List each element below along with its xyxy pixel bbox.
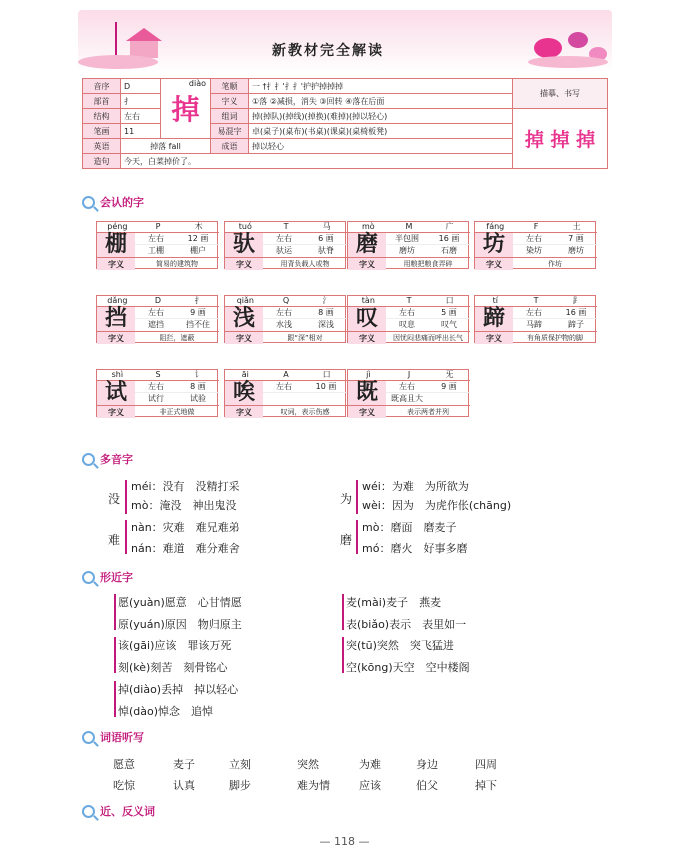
duoyin-line: mò：淹没 神出鬼没 <box>131 499 237 512</box>
duoyin-char: 没 <box>108 492 121 506</box>
card-bihua: 7 画 <box>568 234 584 243</box>
label-miaomo: 描摹、书写 <box>513 79 608 109</box>
label-ziyi: 字义 <box>211 94 249 109</box>
xingjin-line: 刻(kè)刻苦 刻骨铭心 <box>118 661 228 674</box>
card-jiegou: 左右 <box>276 382 292 391</box>
card-bushou: 讠 <box>194 370 203 379</box>
xingjin-line: 原(yuán)原因 物归原主 <box>118 618 242 631</box>
card-word: 试行 <box>148 394 164 403</box>
trace-char: 掉 <box>550 129 570 151</box>
card-character: 棚 <box>97 233 135 257</box>
duoyin-line: mó：磨火 好事多磨 <box>362 542 468 555</box>
magnifier-icon <box>82 731 95 744</box>
dictation-word: 立刻 <box>229 758 251 771</box>
card-ziyi-value: 作坊 <box>513 257 597 270</box>
card-character: 浅 <box>225 307 263 331</box>
card-word <box>428 393 470 405</box>
xingjin-line: 表(biǎo)表示 表里如一 <box>346 618 467 631</box>
card-jiegou: 半包围 <box>395 234 419 243</box>
card-bushou: 氵 <box>322 296 331 305</box>
brace <box>114 637 116 673</box>
card-yinxu: T <box>406 296 412 305</box>
dictation-word: 脚步 <box>229 779 251 792</box>
xingjin-line: 该(gāi)应该 罪该万死 <box>118 639 232 652</box>
brace <box>356 520 358 554</box>
duoyin-line: nàn：灾难 难兄难弟 <box>131 521 240 534</box>
card-word <box>263 393 305 405</box>
char-card <box>224 221 346 269</box>
duoyin-line: mò：磨面 磨麦子 <box>362 521 457 534</box>
main-character-cell <box>161 79 211 139</box>
brace <box>125 480 127 514</box>
xingjin-line: 麦(mài)麦子 燕麦 <box>346 596 442 609</box>
card-ziyi-value: 有角质保护物的脚 <box>513 331 597 344</box>
card-pinyin: péng <box>107 222 128 231</box>
card-bushou: 口 <box>445 296 454 305</box>
card-ziyi-value: 跟“深”相对 <box>263 331 347 344</box>
label-bushou: 部首 <box>83 94 121 109</box>
dictation-word: 四周 <box>475 758 497 771</box>
duoyin-char: 为 <box>340 492 353 506</box>
card-jiegou: 左右 <box>399 382 415 391</box>
dictation-word: 难为情 <box>297 779 330 792</box>
page-number: — 118 — <box>319 835 370 848</box>
card-ziyi-label: 字义 <box>97 405 135 418</box>
card-bushou: ⻊ <box>572 296 581 305</box>
char-card <box>96 221 218 269</box>
card-word: 试验 <box>190 394 206 403</box>
card-ziyi-label: 字义 <box>348 331 386 344</box>
card-ziyi-value: 非正式地做 <box>135 405 219 418</box>
card-character: 既 <box>348 381 386 405</box>
card-yinxu: F <box>533 222 539 231</box>
dictation-word: 麦子 <box>173 758 195 771</box>
dictation-word: 认真 <box>173 779 195 792</box>
card-word: 马蹄 <box>526 320 542 329</box>
label-yingyu: 英语 <box>83 139 121 154</box>
card-jiegou: 左右 <box>148 308 164 317</box>
xingjin-line: 愿(yuàn)愿意 心甘情愿 <box>118 596 242 609</box>
char-card <box>347 221 469 269</box>
brace <box>125 520 127 554</box>
card-bihua: 16 画 <box>438 234 460 243</box>
card-yinxu: P <box>155 222 161 231</box>
label-yihunzi: 易混字 <box>211 124 249 139</box>
card-bihua: 12 画 <box>187 234 209 243</box>
card-ziyi-value: 叹词，表示伤感 <box>263 405 347 418</box>
card-jiegou: 左右 <box>148 234 164 243</box>
card-bushou: 广 <box>445 222 454 231</box>
xingjin-line: 突(tū)突然 突飞猛进 <box>346 639 454 652</box>
magnifier-icon <box>82 571 95 584</box>
section-title-xingjin: 形近字 <box>82 569 133 585</box>
card-jiegou: 左右 <box>399 308 415 317</box>
card-bushou: 口 <box>322 370 331 379</box>
card-yinxu: T <box>533 296 539 305</box>
card-yinxu: D <box>154 296 162 305</box>
card-jiegou: 左右 <box>276 234 292 243</box>
dictation-word: 为难 <box>359 758 381 771</box>
card-bushou: 土 <box>572 222 581 231</box>
character-detail-table <box>82 78 608 169</box>
duoyin-char: 难 <box>108 533 121 547</box>
label-bishun: 笔顺 <box>211 79 249 94</box>
card-word: 水浅 <box>276 320 292 329</box>
card-word: 蹄子 <box>568 320 584 329</box>
card-bihua: 16 画 <box>565 308 587 317</box>
card-word: 染坊 <box>526 246 542 255</box>
label-zuci: 组词 <box>211 109 249 124</box>
magnifier-icon <box>82 453 95 466</box>
card-pinyin: mò <box>361 222 375 231</box>
card-character: 试 <box>97 381 135 405</box>
card-jiegou: 左右 <box>526 234 542 243</box>
value-yihunzi: 卓(桌子)(桌布)(书桌)(课桌)(桌椅板凳) <box>249 124 513 139</box>
card-word: 遮挡 <box>148 320 164 329</box>
card-ziyi-label: 字义 <box>97 257 135 270</box>
duoyin-line: méi：没有 没精打采 <box>131 480 240 493</box>
value-zuci: 掉(掉队)(掉线)(掉换)(难掉)(掉以轻心) <box>249 109 513 124</box>
char-card <box>474 221 596 269</box>
card-bihua: 9 画 <box>441 382 457 391</box>
card-word <box>305 393 347 405</box>
card-word: 石磨 <box>441 246 457 255</box>
main-character: 掉 <box>171 93 200 126</box>
card-pinyin: āi <box>241 370 249 379</box>
section-title-tingxie: 词语听写 <box>82 729 144 745</box>
card-word: 磨坊 <box>568 246 584 255</box>
card-character: 驮 <box>225 233 263 257</box>
dictation-word: 吃惊 <box>113 779 135 792</box>
dictation-word: 身边 <box>416 758 438 771</box>
dictation-word: 掉下 <box>475 779 497 792</box>
card-ziyi-label: 字义 <box>97 331 135 344</box>
card-ziyi-label: 字义 <box>225 257 263 270</box>
section-title-duoyin: 多音字 <box>82 451 133 467</box>
label-zaoju: 造句 <box>83 154 121 169</box>
card-pinyin: tuó <box>238 222 252 231</box>
brace <box>114 594 116 630</box>
card-ziyi-value: 简易的建筑物 <box>135 257 219 270</box>
duoyin-char: 磨 <box>340 533 353 547</box>
card-word: 工棚 <box>148 246 164 255</box>
brace <box>356 480 358 514</box>
card-pinyin: fáng <box>486 222 505 231</box>
card-ziyi-label: 字义 <box>475 331 513 344</box>
dictation-word: 应该 <box>359 779 381 792</box>
char-card <box>474 295 596 343</box>
brace <box>342 637 344 673</box>
card-ziyi-value: 阻拦，遮蔽 <box>135 331 219 344</box>
char-card <box>224 369 346 417</box>
card-bushou: 旡 <box>445 370 454 379</box>
value-jiegou: 左右 <box>121 109 161 124</box>
card-yinxu: J <box>407 370 411 379</box>
card-ziyi-label: 字义 <box>225 405 263 418</box>
card-word: 既高且大 <box>391 394 423 403</box>
card-word: 叹气 <box>441 320 457 329</box>
card-ziyi-label: 字义 <box>225 331 263 344</box>
xingjin-line: 掉(diào)丢掉 掉以轻心 <box>118 683 239 696</box>
brace <box>114 681 116 717</box>
xingjin-line: 空(kōng)天空 空中楼阁 <box>346 661 470 674</box>
magnifier-icon <box>82 805 95 818</box>
xingjin-line: 悼(dào)悼念 追悼 <box>118 705 214 718</box>
dictation-word: 愿意 <box>113 758 135 771</box>
label-jiegou: 结构 <box>83 109 121 124</box>
card-ziyi-value: 用背负载人或物 <box>263 257 347 270</box>
card-word: 叹息 <box>399 320 415 329</box>
card-word: 深浅 <box>318 320 334 329</box>
card-jiegou: 左右 <box>148 382 164 391</box>
card-pinyin: jì <box>366 370 371 379</box>
duoyin-line: wéi：为难 为所欲为 <box>362 480 469 493</box>
card-bihua: 9 画 <box>190 308 206 317</box>
magnifier-icon <box>82 196 95 209</box>
card-bihua: 6 画 <box>318 234 334 243</box>
dictation-word: 突然 <box>297 758 319 771</box>
label-yinxu: 音序 <box>83 79 121 94</box>
page-header-title: 新教材完全解读 <box>272 43 384 59</box>
card-word: 挡不住 <box>186 320 210 329</box>
card-character: 磨 <box>348 233 386 257</box>
card-ziyi-label: 字义 <box>348 405 386 418</box>
card-word: 磨坊 <box>399 246 415 255</box>
section-title-jinfan: 近、反义词 <box>82 803 155 819</box>
char-card <box>96 369 218 417</box>
char-card <box>347 295 469 343</box>
card-yinxu: M <box>405 222 413 231</box>
value-chengyu: 掉以轻心 <box>249 139 513 154</box>
card-character: 蹄 <box>475 307 513 331</box>
card-pinyin: shì <box>111 370 124 379</box>
char-card <box>224 295 346 343</box>
card-pinyin: qiǎn <box>236 296 254 305</box>
card-character: 叹 <box>348 307 386 331</box>
card-bihua: 8 画 <box>190 382 206 391</box>
value-zaoju: 今天，白菜掉价了。 <box>121 154 513 169</box>
value-yinxu: D <box>121 79 161 94</box>
card-ziyi-label: 字义 <box>348 257 386 270</box>
value-ziyi: ①落 ②减损，消失 ③回转 ④落在后面 <box>249 94 513 109</box>
card-pinyin: tí <box>492 296 499 305</box>
card-bushou: 木 <box>194 222 203 231</box>
trace-char: 掉 <box>524 129 544 151</box>
card-bushou: 马 <box>322 222 331 231</box>
card-bihua: 10 画 <box>315 382 337 391</box>
card-character: 唉 <box>225 381 263 405</box>
duoyin-line: nán：难道 难分难舍 <box>131 542 240 555</box>
trace-area <box>513 109 608 169</box>
value-bihua: 11 <box>121 124 161 139</box>
value-bishun: 一 †扌扌'扌扌'护护掉掉掉 <box>249 79 513 94</box>
value-yingyu: 掉落 fall <box>121 139 211 154</box>
card-jiegou: 左右 <box>526 308 542 317</box>
card-ziyi-label: 字义 <box>475 257 513 270</box>
label-chengyu: 成语 <box>211 139 249 154</box>
card-yinxu: S <box>155 370 161 379</box>
label-bihua: 笔画 <box>83 124 121 139</box>
value-bushou: 扌 <box>121 94 161 109</box>
card-character: 挡 <box>97 307 135 331</box>
card-word: 驮运 <box>276 246 292 255</box>
card-pinyin: dǎng <box>107 296 128 305</box>
card-pinyin: tàn <box>361 296 375 305</box>
brace <box>342 594 344 630</box>
card-bihua: 8 画 <box>318 308 334 317</box>
card-word: 棚户 <box>190 246 206 255</box>
card-yinxu: Q <box>282 296 290 305</box>
dictation-word: 伯父 <box>416 779 438 792</box>
card-ziyi-value: 表示两者并列 <box>386 405 470 418</box>
card-yinxu: T <box>283 222 289 231</box>
card-word: 驮脊 <box>318 246 334 255</box>
card-bushou: 扌 <box>194 296 203 305</box>
duoyin-line: wèi：因为 为虎作伥(chāng) <box>362 499 512 512</box>
card-yinxu: A <box>283 370 289 379</box>
card-jiegou: 左右 <box>276 308 292 317</box>
section-title-huiren: 会认的字 <box>82 194 144 210</box>
char-card <box>96 295 218 343</box>
card-ziyi-value: 因忧闷悲痛而呼出长气 <box>386 331 470 344</box>
char-card <box>347 369 469 417</box>
card-bihua: 5 画 <box>441 308 457 317</box>
card-character: 坊 <box>475 233 513 257</box>
trace-char: 掉 <box>576 129 596 151</box>
card-ziyi-value: 用粮把粮食弄碎 <box>386 257 470 270</box>
main-char-pinyin: diào <box>188 79 206 88</box>
